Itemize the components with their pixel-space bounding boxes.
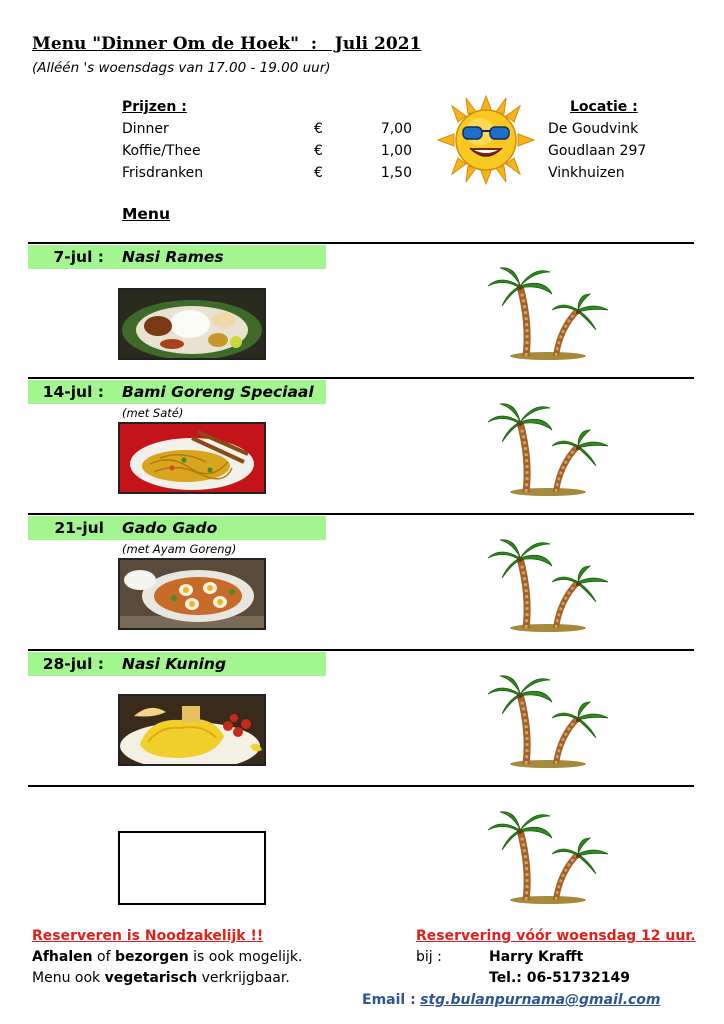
location-line: Vinkhuizen	[548, 165, 625, 181]
menu-date-band	[28, 652, 326, 676]
price-item-name: Koffie/Thee	[122, 143, 201, 159]
contact-name: Harry Krafft	[489, 949, 584, 965]
price-row	[122, 165, 412, 187]
price-row	[122, 143, 412, 165]
price-item-name: Dinner	[122, 121, 169, 137]
palm-trees-icon	[486, 672, 611, 770]
menu-date: 21-jul	[54, 519, 104, 537]
page-title: Menu "Dinner Om de Hoek" : Juli 2021	[32, 34, 422, 54]
location-line: De Goudvink	[548, 121, 639, 137]
price-list	[122, 99, 412, 187]
price-value: 1,50	[380, 165, 412, 181]
sun-sunglasses-icon	[436, 94, 536, 186]
reservation-required: Reserveren is Noodzakelijk !!	[32, 928, 264, 944]
divider	[28, 513, 694, 515]
location-line: Goudlaan 297	[548, 143, 647, 159]
divider	[28, 785, 694, 787]
email-line	[362, 992, 661, 1008]
location-block	[548, 99, 646, 187]
palm-trees-icon	[486, 400, 611, 498]
menu-dish: Nasi Rames	[122, 248, 224, 266]
email-label: Email :	[362, 992, 416, 1008]
menu-date: 14-jul :	[42, 383, 104, 401]
price-item-name: Frisdranken	[122, 165, 204, 181]
palm-trees-icon	[486, 808, 611, 906]
pickup-text: of	[92, 949, 116, 965]
menu-dish: Nasi Kuning	[122, 655, 227, 673]
price-currency: €	[314, 121, 323, 137]
pickup-word: Afhalen	[32, 949, 93, 965]
email-link[interactable]: stg.bulanpurnama@gmail.com	[420, 992, 661, 1008]
price-value: 7,00	[380, 121, 412, 137]
menu-dish: Bami Goreng Speciaal	[122, 383, 314, 401]
vegetarian-text: verkrijgbaar.	[197, 970, 290, 986]
dish-photo	[118, 422, 266, 494]
dish-photo	[118, 288, 266, 360]
palm-trees-icon	[486, 536, 611, 634]
dish-photo	[118, 558, 266, 630]
opening-hours: (Alléén 's woensdags van 17.00 - 19.00 uur)	[32, 60, 331, 76]
pickup-text: is ook mogelijk.	[188, 949, 303, 965]
price-list-heading: Prijzen :	[122, 99, 187, 115]
menu-date: 7-jul :	[53, 248, 104, 266]
dish-note: (met Ayam Goreng)	[122, 542, 237, 556]
vegetarian-word: vegetarisch	[104, 970, 198, 986]
menu-date-band	[28, 516, 326, 540]
menu-date-band	[28, 245, 326, 269]
menu-date: 28-jul :	[42, 655, 104, 673]
vegetarian-text: Menu ook	[32, 970, 105, 986]
location-heading: Locatie :	[570, 99, 638, 115]
menu-date-band	[28, 380, 326, 404]
price-currency: €	[314, 165, 323, 181]
menu-heading: Menu	[122, 205, 171, 223]
contact-phone: Tel.: 06-51732149	[489, 970, 630, 986]
dish-photo	[118, 694, 266, 766]
vegetarian-line	[32, 970, 290, 986]
divider	[28, 649, 694, 651]
price-row	[122, 121, 412, 143]
reservation-deadline: Reservering vóór woensdag 12 uur.	[416, 928, 696, 944]
palm-trees-icon	[486, 264, 611, 362]
divider	[28, 242, 694, 244]
price-currency: €	[314, 143, 323, 159]
menu-dish: Gado Gado	[122, 519, 218, 537]
pickup-line	[32, 949, 302, 965]
price-value: 1,00	[380, 143, 412, 159]
delivery-word: bezorgen	[115, 949, 189, 965]
empty-photo-frame	[118, 831, 266, 905]
dish-note: (met Saté)	[122, 406, 184, 420]
divider	[28, 377, 694, 379]
by-label: bij :	[416, 949, 442, 965]
